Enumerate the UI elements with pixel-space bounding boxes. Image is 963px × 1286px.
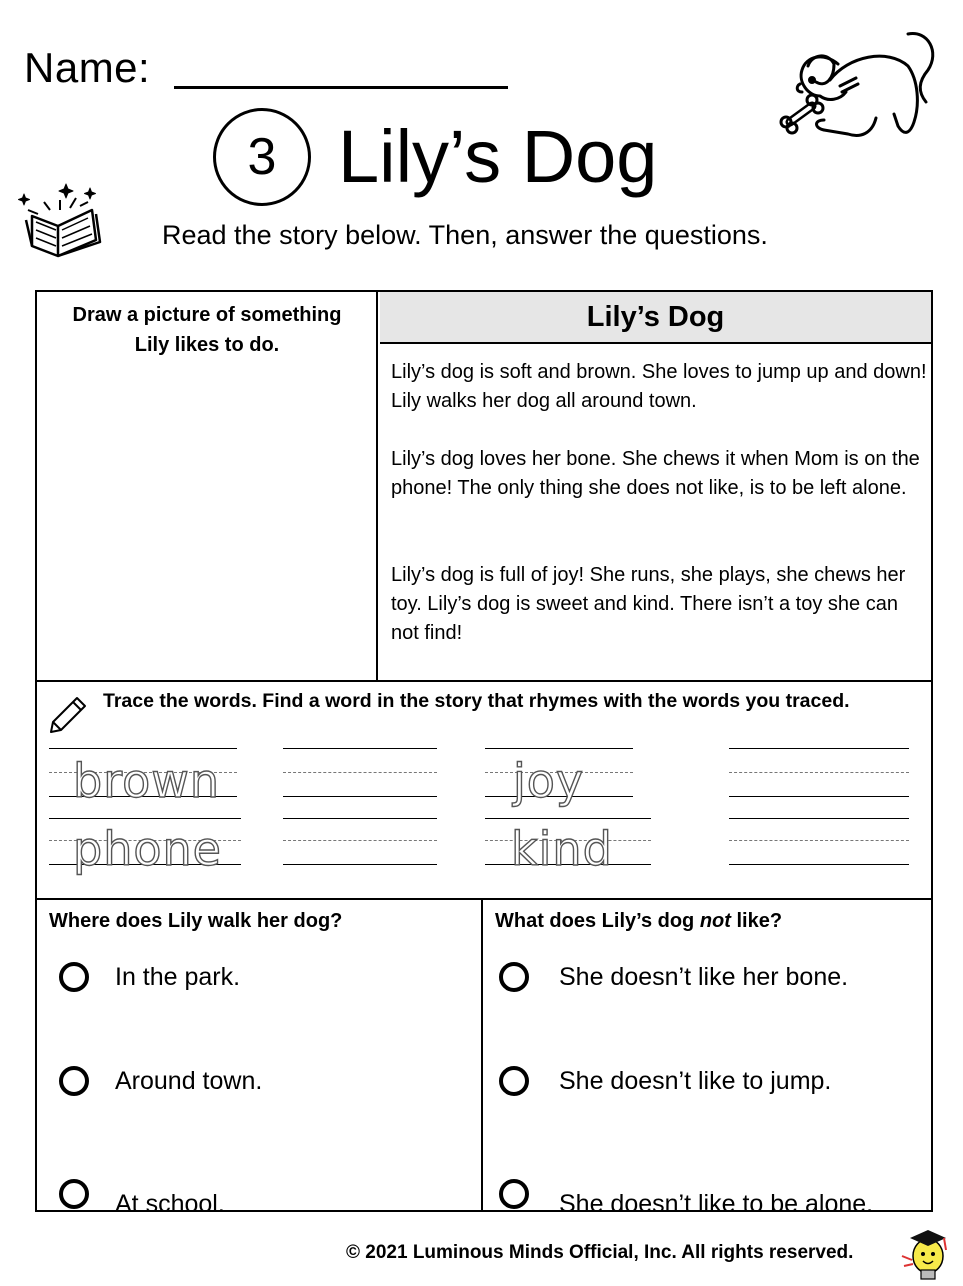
question-2-option-1[interactable] [499,962,848,992]
name-label: Name: [24,44,151,91]
option-label: In the park. [115,962,241,991]
question-1-option-2[interactable] [59,1066,262,1096]
story-number: 3 [247,128,277,186]
answer-bubble[interactable] [499,1179,529,1209]
drawing-area[interactable] [37,292,378,680]
trace-instruction: Trace the words. Find a word in the story that rhymes with the words you traced. [103,690,850,712]
trace-word-kind[interactable]: kind [511,822,613,876]
open-book-icon [14,170,106,262]
option-label: She doesn’t like her bone. [559,962,849,991]
dog-with-bone-icon [768,22,938,152]
page-instructions: Read the story below. Then, answer the questions. [162,220,768,250]
story-number-badge [213,108,311,206]
question-2-text-emphasis: not [699,910,731,932]
option-label: Around town. [115,1066,263,1095]
page-title: Lily’s Dog [338,115,658,198]
answer-bubble[interactable] [59,1066,89,1096]
question-1-title [49,910,342,933]
answer-bubble[interactable] [59,1179,89,1209]
option-label: She doesn’t like to be alone. [559,1190,874,1218]
story-title: Lily’s Dog [380,292,931,344]
question-2-option-3[interactable] [499,1168,873,1219]
trace-word-brown[interactable]: brown [73,754,221,808]
answer-bubble[interactable] [499,962,529,992]
question-1-option-1[interactable] [59,962,240,992]
story-paragraph-2: Lily’s dog loves her bone. She chews it when Mom is on the phone! The only thing she does not like, is to be left alone. [391,448,920,499]
question-1-text: Where does Lily walk her dog? [49,910,343,932]
story-paragraph-1: Lily’s dog is soft and brown. She loves to jump up and down! Lily walks her dog all around town. [391,361,927,412]
name-write-line[interactable] [174,86,508,89]
pencil-icon [47,694,89,736]
answer-bubble[interactable] [499,1066,529,1096]
story-paragraph-3: Lily’s dog is full of joy! She runs, she plays, she chews her toy. Lily’s dog is sweet and kind. There isn’t a toy she can not find! [391,564,906,644]
question-2-option-2[interactable] [499,1066,831,1096]
trace-words-section [37,680,931,900]
drawing-prompt-line2: Lily likes to do. [134,334,280,356]
questions-section [37,900,931,1218]
question-1-option-3[interactable] [59,1168,225,1219]
lightbulb-graduate-icon [896,1226,956,1284]
option-label: She doesn’t like to jump. [559,1066,832,1095]
answer-bubble[interactable] [59,962,89,992]
trace-word-phone[interactable]: phone [73,822,222,876]
copyright-footer: © 2021 Luminous Minds Official, Inc. All rights reserved. [346,1242,854,1263]
question-2-text-suffix: like? [730,910,783,932]
question-2-text-prefix: What does Lily’s dog [495,910,700,932]
questions-divider [481,900,483,1210]
worksheet-table [35,290,933,1218]
drawing-prompt [51,300,363,360]
question-2-title [495,910,782,933]
trace-word-joy[interactable]: joy [513,754,585,808]
option-label: At school. [115,1190,225,1218]
drawing-prompt-line1: Draw a picture of something [72,304,342,326]
